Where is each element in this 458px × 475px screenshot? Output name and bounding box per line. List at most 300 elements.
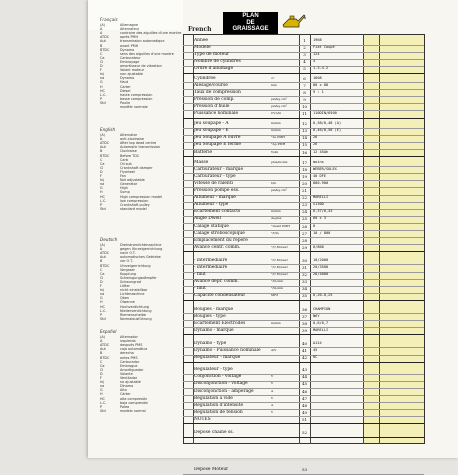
- legend-abbrev: Std: [100, 316, 106, 321]
- row-number: 3: [303, 52, 306, 58]
- row-unit: t/m: [271, 180, 277, 185]
- table-row: [183, 111, 424, 117]
- legend-abbrev: Ca: [100, 55, 105, 60]
- row-value: 45: [313, 348, 318, 352]
- row-value: 10 / 800: [313, 230, 331, 235]
- legend-text: anti-clockwise: [120, 137, 144, 142]
- legend-abbrev: A: [100, 137, 103, 142]
- row-unit: in/mm: [271, 320, 281, 325]
- table-row: [183, 59, 424, 65]
- legend-text: low compression: [120, 198, 149, 203]
- legend-abbrev: Aut: [100, 39, 106, 44]
- legend-text: High compression model: [120, 194, 163, 199]
- row-divider: [183, 251, 424, 252]
- row-number: 15: [301, 142, 308, 148]
- table-row: [183, 202, 424, 208]
- row-label: Avance dépr. comm.: [194, 279, 239, 285]
- table-row: [183, 410, 424, 416]
- row-number: 49: [301, 409, 308, 415]
- legend-text: Ölwanne: [120, 300, 135, 305]
- row-label: Puissance nominale: [194, 111, 239, 116]
- row-label: Ecartement contacts: [194, 209, 241, 215]
- legend-text: Not adjustable: [120, 178, 145, 183]
- legend-abbrev: F: [100, 68, 102, 73]
- row-value: moins: [313, 159, 324, 164]
- row-divider: [183, 73, 424, 74]
- legend-abbrev: HC: [100, 396, 105, 401]
- legend-abbrev: C: [100, 51, 103, 56]
- legend-abbrev: Cl: [100, 275, 104, 280]
- row-value: 0: [313, 223, 316, 228]
- legend-block: [100, 128, 162, 211]
- legend-abbrev: ATDC: [100, 141, 110, 146]
- legend-abbrev: ATDC: [100, 35, 110, 40]
- legend-text: Ventilador: [120, 376, 138, 381]
- legend-abbrev: HC: [100, 88, 105, 93]
- legend-abbrev: Cl: [100, 367, 104, 372]
- row-value: 0,20-0,25: [313, 293, 333, 298]
- legend-text: alta compresión: [120, 396, 148, 401]
- row-number: 17: [301, 159, 308, 165]
- row-label: Alésage/course: [194, 82, 228, 88]
- legend-abbrev: HC: [100, 304, 105, 309]
- table-row: [183, 430, 424, 436]
- legend-abbrev: D: [100, 279, 103, 284]
- legend-abbrev: P: [100, 404, 103, 409]
- row-unit: °/t/ Moteur: [271, 272, 288, 277]
- legend-text: modelo normal: [120, 408, 146, 413]
- legend-abbrev: F: [100, 174, 102, 179]
- row-number: 39: [301, 327, 308, 333]
- legend-text: Diesel: [120, 88, 131, 93]
- legend-abbrev: F: [100, 376, 102, 381]
- row-number: 4: [303, 59, 306, 65]
- row-label: Conjonction - voltage: [194, 374, 242, 380]
- legend-text: Poulie: [120, 100, 131, 105]
- row-number: 21: [301, 188, 308, 193]
- row-unit: A: [271, 402, 274, 407]
- row-number: 37: [301, 313, 308, 319]
- row-number: 34: [301, 286, 308, 292]
- table-row: [183, 142, 424, 148]
- legend-abbrev: B: [100, 43, 103, 48]
- brand-block: [223, 12, 278, 35]
- row-unit: V: [271, 395, 274, 400]
- row-unit: in/mm: [271, 128, 281, 133]
- row-number: 38: [301, 320, 308, 326]
- table-row: [183, 341, 424, 347]
- table-row: [183, 45, 424, 51]
- row-unit: V: [271, 409, 274, 414]
- legend-abbrev: B: [100, 149, 103, 154]
- legend-text: Alternador: [120, 335, 138, 340]
- table-row: [183, 355, 424, 361]
- row-label: Régulation de tension: [194, 409, 243, 415]
- table-row: [183, 90, 424, 96]
- legend-abbrev: Ca: [100, 363, 105, 368]
- row-label: Masse: [194, 159, 209, 165]
- row-unit: in/mm: [271, 209, 281, 214]
- row-unit: °Ap PMH: [271, 142, 286, 147]
- row-label: Nombre de cylindres: [194, 59, 241, 65]
- row-unit: V/Ah: [271, 149, 279, 154]
- legend-abbrev: BTDC: [100, 153, 110, 158]
- row-label: Pression d'huile: [194, 103, 230, 109]
- legend-text: transmission automatique: [120, 39, 165, 44]
- row-number: 11: [301, 111, 308, 116]
- row-label: Carburateur - marque: [194, 166, 244, 172]
- row-unit: degrés: [271, 216, 282, 221]
- legend-block: [100, 18, 181, 109]
- row-value: MARELLI: [313, 195, 329, 200]
- legend-abbrev: G: [100, 80, 103, 85]
- row-label: Allumeur - marque: [194, 195, 236, 201]
- legend-text: Alternateur: [120, 27, 140, 32]
- legend-text: nicht einstellbar: [120, 288, 148, 293]
- row-label: - intermédiaire: [194, 265, 228, 270]
- row-value: 9 : 1: [313, 89, 324, 94]
- row-number: 24: [301, 209, 308, 215]
- row-number: 31: [301, 265, 308, 270]
- legend-item: [100, 409, 148, 413]
- row-number: 52: [301, 430, 308, 435]
- legend-text: After top dead centre: [120, 141, 157, 146]
- legend-abbrev: C: [100, 157, 103, 162]
- legend-abbrev: P: [100, 202, 103, 207]
- legend-abbrev: L.C.: [100, 308, 107, 313]
- row-number: 26: [301, 223, 308, 229]
- legend-text: Allemagne: [120, 23, 139, 28]
- legend-abbrev: D: [100, 371, 103, 376]
- legend-text: gegen Uhrzeigerrichtung: [120, 247, 163, 252]
- row-value: 10/2000: [313, 257, 329, 262]
- row-number: 47: [301, 395, 308, 401]
- row-number: 28: [301, 237, 308, 243]
- row-value: 4: [313, 59, 316, 64]
- legend-text: Fan: [120, 174, 126, 179]
- legend-text: Volant moteur: [120, 68, 145, 73]
- table-row: [183, 167, 424, 173]
- legend-item: [100, 105, 181, 109]
- row-label: Calage stroboscopique: [194, 230, 245, 236]
- legend-abbrev: A: [100, 31, 103, 36]
- row-label: Régulation d'intensité: [194, 402, 244, 408]
- legend-language: English: [100, 127, 116, 132]
- legend-text: Crankshaft damper: [120, 165, 153, 170]
- legend-text: Automatic transmission: [120, 145, 161, 150]
- row-number: 27: [301, 230, 308, 236]
- table-row: [183, 97, 424, 103]
- legend-text: sens des aiguilles d'une montre: [120, 51, 174, 56]
- row-label: Régulation à vide: [194, 395, 233, 401]
- legend-text: Carb: [120, 157, 128, 162]
- row-label: Régulateur - marque: [194, 355, 241, 361]
- row-number: 40: [301, 340, 308, 346]
- legend-abbrev: G: [100, 296, 103, 301]
- row-divider: [183, 362, 424, 363]
- legend-text: Generator: [120, 182, 138, 187]
- legend-language: Français: [100, 17, 118, 22]
- row-unit: psi/kg.cm²: [271, 188, 287, 192]
- row-label: Disconjonction - voltage: [194, 381, 248, 387]
- table-row: [183, 216, 424, 222]
- table-row: [183, 174, 424, 180]
- legend-language: Español: [100, 329, 117, 334]
- legend-text: Drehstromlichtmaschine: [120, 243, 162, 248]
- row-number: 32: [301, 272, 308, 278]
- row-value: 1968: [313, 38, 322, 42]
- legend-text: Oil sub: [120, 161, 132, 166]
- row-unit: °/in.mm: [271, 279, 284, 284]
- legend-text: baja compresión: [120, 400, 149, 405]
- table-row: [183, 135, 424, 141]
- row-label: Allumeur - type: [194, 202, 229, 208]
- row-value: 0,37/0,43: [313, 209, 333, 214]
- row-number: 20: [301, 180, 308, 186]
- legend-text: Dynamo: [120, 76, 135, 81]
- row-label: Jeu Soupape E ferme: [194, 142, 241, 148]
- legend-abbrev: F: [100, 284, 102, 289]
- row-unit: °/t/ Moteur: [271, 265, 288, 269]
- row-value: A124: [313, 340, 322, 345]
- legend-abbrev: na: [100, 182, 105, 187]
- table-row: [183, 348, 424, 354]
- row-label: Modèle: [194, 45, 211, 51]
- legend-text: nach O.T.: [120, 251, 136, 256]
- row-unit: °Avant PMH: [271, 223, 290, 228]
- row-unit: in/mm: [271, 121, 281, 126]
- row-number: 12: [301, 121, 308, 127]
- table-row: [183, 209, 424, 215]
- legend-text: Hochverdichtung: [120, 304, 149, 309]
- legend-abbrev: L.C.: [100, 400, 107, 405]
- row-label: - finit: [194, 272, 206, 278]
- legend-abbrev: BTDC: [100, 47, 110, 52]
- row-number: 25: [301, 216, 308, 222]
- legend-abbrev: H: [100, 392, 103, 397]
- row-divider: [183, 423, 424, 424]
- row-label: Année: [194, 38, 209, 43]
- row-value: 800-900: [313, 180, 329, 185]
- row-value: WEBER/SOLEX: [313, 166, 337, 171]
- table-row: [183, 307, 424, 313]
- row-number: 43: [301, 367, 308, 373]
- legend-abbrev: H: [100, 190, 103, 195]
- legend-abbrev: D: [100, 169, 103, 174]
- table-row: [183, 381, 424, 387]
- row-value: 28/4800: [313, 272, 329, 277]
- legend-abbrev: Inj: [100, 178, 105, 183]
- legend-text: amortisseur de vibration: [120, 64, 162, 69]
- legend-text: Crankshaft pulley: [120, 202, 150, 207]
- table-row: [183, 195, 424, 201]
- legend-abbrev: na: [100, 384, 105, 389]
- row-divider: [183, 118, 424, 119]
- row-unit: MFd: [271, 293, 279, 298]
- legend-text: Carburador: [120, 359, 140, 364]
- row-number: 30: [301, 257, 308, 263]
- row-value: 0,6/0,7: [313, 320, 329, 325]
- legend-abbrev: BTDC: [100, 263, 110, 268]
- table-row: [183, 279, 424, 285]
- row-unit: A/V: [271, 348, 277, 352]
- legend-block: [100, 330, 148, 413]
- table-row: [183, 66, 424, 72]
- legend-text: Embrague: [120, 363, 138, 368]
- legend-text: Volante: [120, 371, 133, 376]
- legend-text: Carter: [120, 84, 131, 89]
- legend-abbrev: L.C.: [100, 198, 107, 203]
- legend-item: [100, 207, 162, 211]
- legend-abbrev: ATDC: [100, 251, 110, 256]
- legend-abbrev: Std: [100, 206, 106, 211]
- legend-text: Schwingungsdämpfer: [120, 275, 157, 280]
- row-number: 36: [301, 306, 308, 312]
- table-row: [183, 467, 424, 473]
- legend-abbrev: (A): [100, 243, 105, 248]
- legend-abbrev: C: [100, 267, 103, 272]
- row-value: 60 ± 3: [313, 216, 326, 221]
- row-label: Jeu soupape - A: [194, 121, 229, 127]
- legend-text: derecha: [120, 351, 134, 356]
- legend-abbrev: Std: [100, 408, 106, 413]
- legend-text: Sump: [120, 190, 130, 195]
- row-number: 16: [301, 149, 308, 155]
- row-label: Dynamo - type: [194, 340, 227, 346]
- legend-abbrev: Aut: [100, 255, 106, 260]
- row-unit: plus/moins: [271, 159, 288, 164]
- legend-text: après PMH: [120, 35, 138, 40]
- table-row: [183, 52, 424, 58]
- legend-text: Carburateur: [120, 55, 141, 60]
- legend-abbrev: ATDC: [100, 343, 110, 348]
- legend-text: Oben: [120, 296, 130, 301]
- legend-abbrev: L.C.: [100, 92, 107, 97]
- legend-text: Lichtmaschine: [120, 292, 145, 297]
- brand-line-1: PLAN: [242, 13, 259, 19]
- table-row: [183, 238, 424, 244]
- legend-text: Lüfter: [120, 284, 130, 289]
- row-number: 23: [301, 202, 308, 208]
- legend-abbrev: P: [100, 312, 103, 317]
- row-label: Dynamo - marque: [194, 327, 234, 333]
- table-row: [183, 150, 424, 156]
- legend-abbrev: Aut: [100, 347, 106, 352]
- row-unit: CV-t/m: [271, 111, 282, 115]
- row-label: - finit: [194, 286, 206, 292]
- row-value: 1608: [313, 75, 322, 80]
- legend-abbrev: H: [100, 300, 103, 305]
- legend-text: Amortiguador: [120, 367, 144, 372]
- legend-text: Vergaser: [120, 267, 135, 272]
- row-label: Disconjonction - ampérage: [194, 388, 254, 394]
- legend-abbrev: Std: [100, 100, 106, 105]
- legend-text: Before TDC: [120, 153, 140, 158]
- legend-abbrev: C: [100, 359, 103, 364]
- row-number: 33: [301, 279, 308, 285]
- row-number: 1: [303, 38, 306, 43]
- row-number: 51: [301, 416, 308, 422]
- row-unit: °/in.mm: [271, 286, 284, 291]
- table-row: [183, 181, 424, 187]
- row-unit: °Av PMH: [271, 135, 285, 140]
- row-label: Dépose chaîne ss.: [194, 430, 234, 435]
- row-number: 44: [301, 374, 308, 380]
- row-number: 19: [301, 173, 308, 179]
- row-value: N6Y: [313, 313, 320, 318]
- row-number: 42: [301, 355, 308, 361]
- row-unit: °/t/ Moteur: [271, 257, 288, 262]
- language-title: French: [188, 26, 212, 33]
- row-value: 124: [313, 52, 320, 57]
- legend-text: no ajustable: [120, 380, 141, 385]
- row-unit: °/t/m: [271, 230, 279, 235]
- row-value: 26: [313, 142, 318, 147]
- row-number: 7: [303, 82, 306, 88]
- row-unit: mm: [271, 82, 277, 87]
- legend-block: [100, 238, 162, 321]
- legend-language: Deutsch: [100, 237, 118, 242]
- row-number: 45: [301, 381, 308, 387]
- row-label: Carburateur - type: [194, 173, 236, 179]
- brand-line-2: DE: [246, 19, 255, 26]
- legend-abbrev: HC: [100, 194, 105, 199]
- row-label: Batterie: [194, 149, 213, 155]
- legend-text: Kupplung: [120, 271, 136, 276]
- row-value: 1-3-4-2: [313, 66, 329, 71]
- legend-text: Cárter: [120, 392, 131, 397]
- table-row: [183, 38, 424, 44]
- spec-table: [183, 34, 424, 473]
- row-number: 48: [301, 402, 308, 408]
- row-number: 18: [301, 166, 308, 172]
- row-label: Ordre d'allumage: [194, 66, 234, 72]
- legend-abbrev: na: [100, 292, 105, 297]
- row-number: 8: [303, 89, 306, 95]
- row-value: 0/800: [313, 244, 324, 249]
- legend-text: modèle normale: [120, 104, 148, 109]
- legend-abbrev: Aut: [100, 145, 106, 150]
- table-row: [183, 389, 424, 395]
- row-value: CHAMPION: [313, 306, 331, 311]
- legend-abbrev: Ca: [100, 161, 105, 166]
- row-number: 6: [303, 75, 306, 81]
- table-row: [183, 374, 424, 380]
- legend-text: haute compression: [120, 92, 153, 97]
- table-row: [183, 328, 424, 334]
- legend-abbrev: H: [100, 84, 103, 89]
- row-label: Ecartement Electrodes: [194, 320, 246, 326]
- table-row: [183, 83, 424, 89]
- legend-text: Alto: [120, 388, 127, 393]
- row-divider: [183, 334, 424, 335]
- table-row: [183, 286, 424, 292]
- row-label: Emplacement du repère: [194, 237, 248, 243]
- table-row: [183, 160, 424, 166]
- legend-text: Flywheel: [120, 169, 135, 174]
- row-value: 20/3500: [313, 265, 329, 269]
- row-label: Cylindrée: [194, 75, 216, 81]
- legend-text: Riemenscheibe: [120, 312, 146, 317]
- legend-text: standard model: [120, 206, 147, 211]
- row-label: Avance centr. comm.: [194, 244, 241, 250]
- legend-text: izquierda: [120, 339, 136, 344]
- legend-text: Polea: [120, 404, 130, 409]
- legend-abbrev: Cl: [100, 165, 104, 170]
- row-label: Pression de comp.: [194, 96, 235, 102]
- legend-abbrev: A: [100, 247, 103, 252]
- legend-abbrev: Inj: [100, 380, 105, 385]
